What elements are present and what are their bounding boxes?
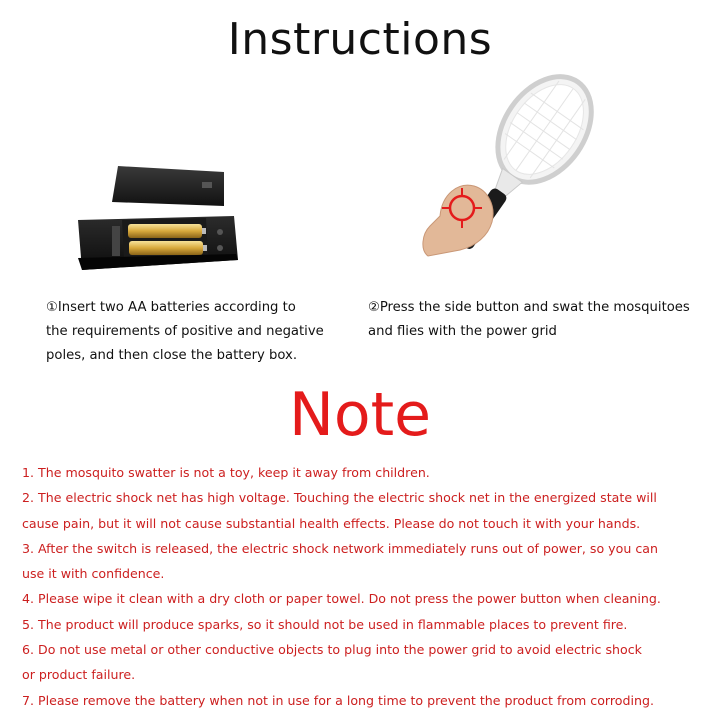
note-line: 6. Do not use metal or other conductive objects to plug into the power grid to avoid electric shock <box>22 642 642 658</box>
step-1-line: the requirements of positive and negative <box>46 324 324 339</box>
note-line: use it with confidence. <box>22 566 165 582</box>
aa-battery-top <box>128 224 202 238</box>
step-1-text <box>46 296 346 368</box>
step-2-text <box>368 296 708 344</box>
note-line: or product failure. <box>22 667 136 683</box>
swatter-hand-illustration <box>410 66 610 286</box>
battery-box-illustration <box>74 158 254 288</box>
note-line: 3. After the switch is released, the electric shock network immediately runs out of power, so you can <box>22 540 658 556</box>
note-line: 7. Please remove the battery when not in use for a long time to prevent the product from corroding. <box>22 692 654 708</box>
note-line: 5. The product will produce sparks, so it should not be used in flammable places to prevent fire. <box>22 616 628 632</box>
note-line: 2. The electric shock net has high voltage. Touching the electric shock net in the energized state will <box>22 490 657 506</box>
step-1-line: poles, and then close the battery box. <box>46 348 298 363</box>
note-list <box>22 460 718 713</box>
note-line: 4. Please wipe it clean with a dry cloth or paper towel. Do not press the power button when cleaning. <box>22 591 661 607</box>
aa-battery-bottom <box>129 241 203 255</box>
step-2-line: and flies with the power grid <box>368 324 557 339</box>
lid-latch <box>202 182 212 188</box>
step-1-line: ①Insert two AA batteries according to <box>46 300 296 315</box>
page-title: Instructions <box>227 14 493 65</box>
note-title: Note <box>288 380 432 450</box>
note-line: cause pain, but it will not cause substantial health effects. Please do not touch it with your hands. <box>22 515 641 531</box>
note-line: 1. The mosquito swatter is not a toy, keep it away from children. <box>22 465 430 480</box>
step-2-line: ②Press the side button and swat the mosquitoes <box>368 300 690 315</box>
